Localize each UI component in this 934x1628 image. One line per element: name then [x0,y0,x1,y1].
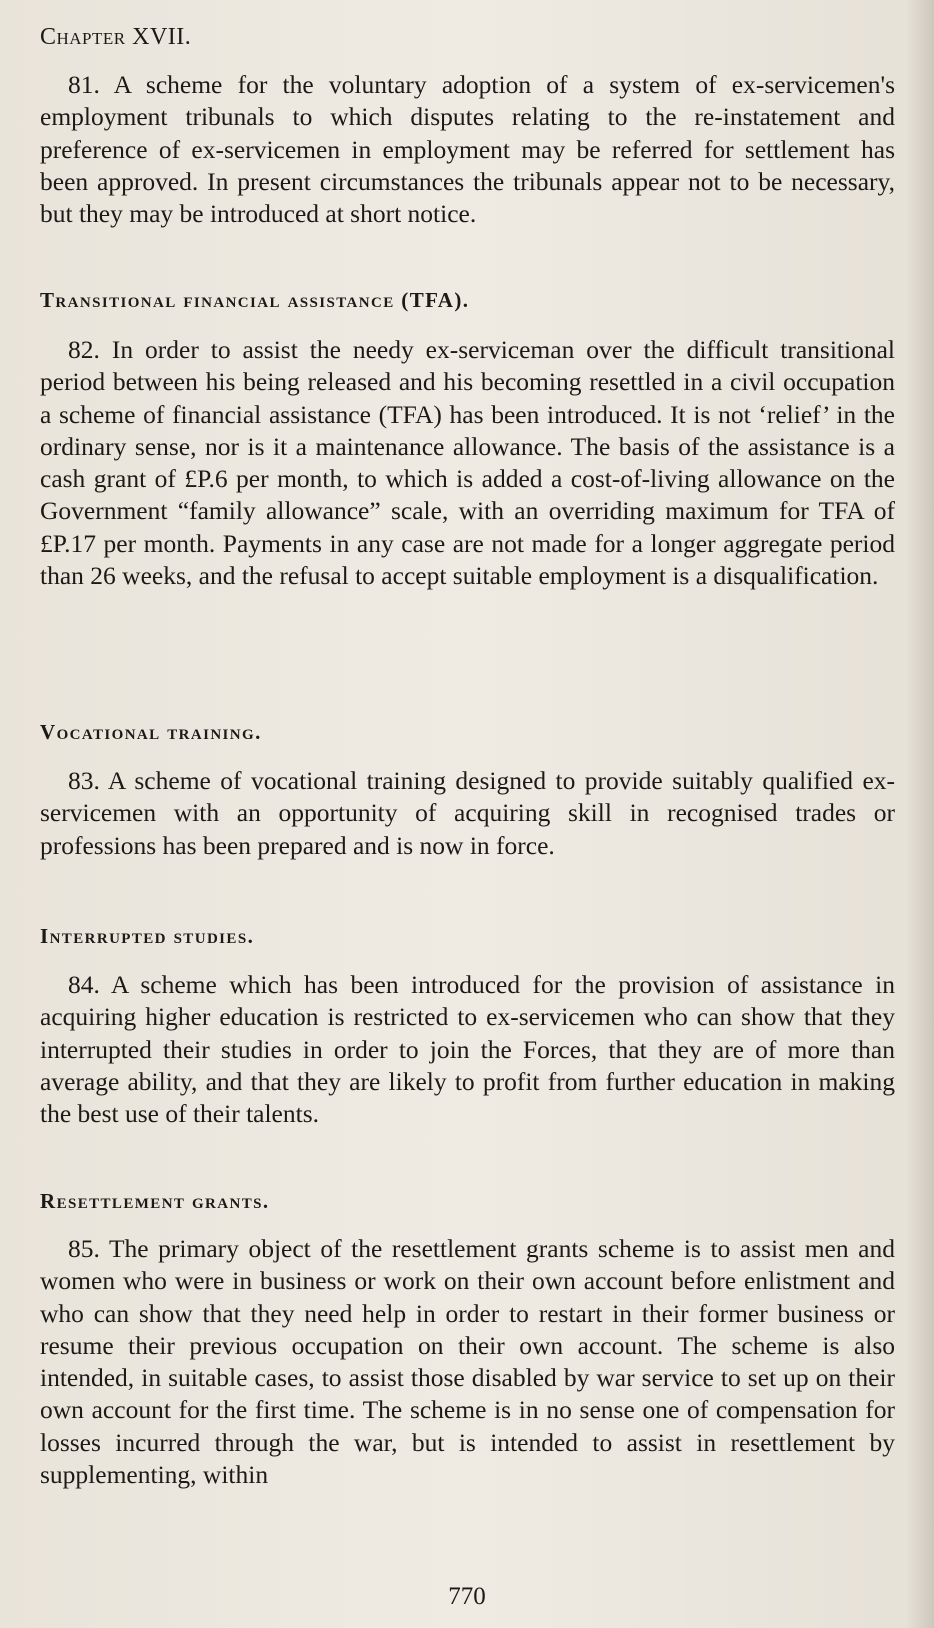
heading-interrupted-studies: Interrupted studies. [40,924,255,948]
heading-resettlement-grants: Resettlement grants. [40,1189,270,1213]
heading-vocational-training: Vocational training. [40,720,262,744]
paragraph-85: 85. The primary object of the resettlement grants scheme is to assist men and women who were in business or work on their own account before enlistment and who can show that they need help in order to restart in their former business or resume their previous occupation on their own account. The scheme is also intended, in suitable cases, to assist those disabled by war service to set up on their own account for the first time. The scheme is in no sense one of compensation for losses incurred through the war, but is intended to assist in resettlement by supplementing, within [40,1234,895,1490]
paragraph-81: 81. A scheme for the voluntary adoption of a system of ex-servicemen's employment tribunals to which disputes relating to the re-instatement and preference of ex-servicemen in employment may be referred for settlement has been approved. In present circumstances the tribunals appear not to be necessary, but they may be introduced at short notice. [40,70,895,229]
heading-transitional-financial-assistance: Transitional financial assistance (TFA). [40,288,470,312]
chapter-heading: Chapter XVII. [40,24,192,50]
page-gutter-shadow [906,0,934,1628]
paragraph-84: 84. A scheme which has been introduced for the provision of assistance in acquiring higher education is restricted to ex-servicemen who can show that they interrupted their studies in order to join the Forces, that they are of more than average ability, and that they are likely to profit from further education in making the best use of their talents. [40,970,895,1129]
page-number: 770 [448,1583,486,1610]
paragraph-82: 82. In order to assist the needy ex-serviceman over the difficult transitional period between his being released and his becoming resettled in a civil occupation a scheme of financial assistance (TFA) has been introduced. It is not ‘relief’ in the ordinary sense, nor is it a maintenance allowance. The basis of the assistance is a cash grant of £P.6 per month, to which is added a cost-of-living allowance on the Government “family allowance” scale, with an overriding maximum for TFA of £P.17 per month. Payments in any case are not made for a longer aggregate period than 26 weeks, and the refusal to accept suitable employment is a disqualification. [40,335,895,591]
paragraph-83: 83. A scheme of vocational training designed to provide suitably qualified ex-servicemen with an opportunity of acquiring skill in recognised trades or professions has been prepared and is now in force. [40,766,895,860]
